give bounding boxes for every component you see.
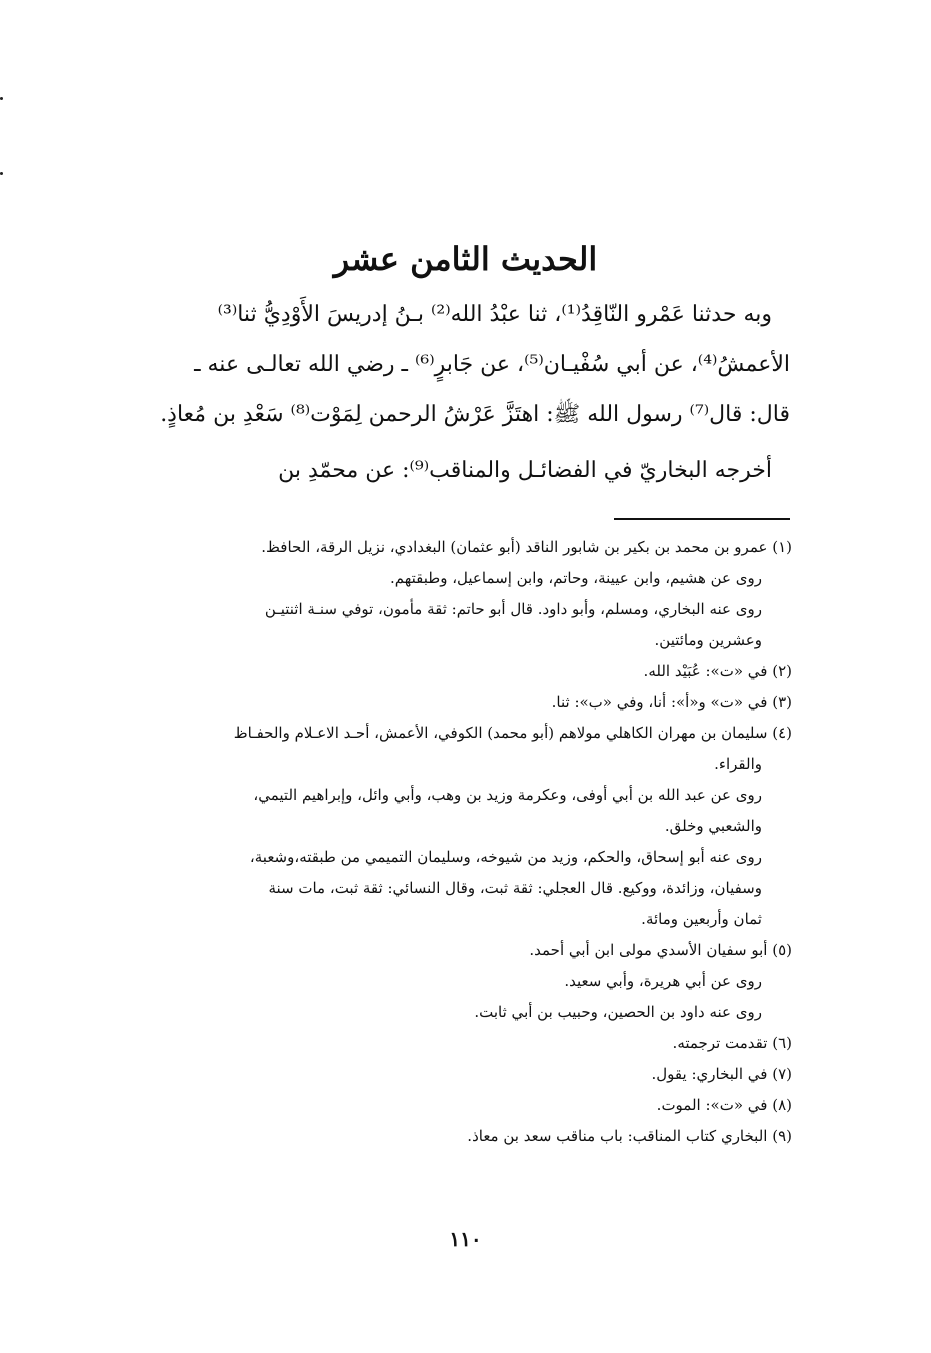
- footnote-separator: [614, 518, 790, 520]
- footnote-2: (٢) في «ت»: عُبَيْد الله.: [643, 662, 792, 680]
- page-number: ١١٠: [449, 1227, 482, 1251]
- footnote-4-line: وسفيان، وزائدة، ووكيع. قال العجلي: ثقة ثبت، وقال النسائي: ثقة ثبت، مات سنة: [268, 879, 762, 897]
- footnotes: [96, 532, 792, 1152]
- footnote-4-line: روى عن عبد الله بن أبي أوفى، وعكرمة وزيد بن وهب، وأبي وائل، وإبراهيم التيمي،: [253, 786, 762, 804]
- footnote-1-line: روى عنه البخاري، ومسلم، وأبو داود. قال أبو حاتم: ثقة مأمون، توفي سنـة اثنتيـن: [264, 600, 762, 618]
- footnote-1-line: روى عن هشيم، وابن عيينة، وحاتم، وابن إسماعيل، وطبقتهم.: [389, 569, 762, 587]
- footnote-8: (٨) في «ت»: الموت.: [656, 1096, 792, 1114]
- body-line-text: أخرجه البخاريّ في الفضائـل والمناقب⁽⁹⁾: عن محمّدِ بن: [278, 458, 772, 483]
- footnote-5-line: روى عن أبي هريرة، وأبي سعيد.: [564, 972, 762, 990]
- body-line-text: وبه حدثنا عَمْرو النّاقِدُ⁽¹⁾، ثنا عبْدُ الله⁽²⁾ بـنُ إدريسَ الأَوْدِيُّ ثنا⁽³⁾: [217, 302, 772, 327]
- footnote-4-line: ثمان وأربعين ومائة.: [641, 910, 762, 928]
- body-line: الأعمشُ⁽⁴⁾، عن أبي سُفْيـان⁽⁵⁾، عن جَابرٍ⁽⁶⁾ ـ رضي الله تعالـى عنه ـ: [194, 352, 790, 377]
- footnote-9: (٩) البخاري كتاب المناقب: باب مناقب سعد بن معاذ.: [467, 1127, 792, 1145]
- scan-edge-mark: [0, 172, 3, 175]
- footnote-4-line: والشعبي وخلق.: [664, 817, 762, 835]
- scan-edge-mark: [0, 97, 3, 100]
- body-line: قال: قال⁽⁷⁾ رسول الله ﷺ: اهتَزَّ عَرْشُ الرحمن لِمَوْت⁽⁸⁾ سَعْدِ بن مُعاذٍ.: [160, 402, 790, 427]
- footnote-4-line: روى عنه أبو إسحاق، والحكم، وزيد من شيوخه، وسليمان التميمي من طبقته،وشعبة،: [249, 848, 762, 866]
- footnote-4-line: والقراء.: [714, 755, 762, 773]
- footnote-7: (٧) في البخاري: يقول.: [651, 1065, 792, 1083]
- body-line: [104, 446, 790, 496]
- hadith-title: الحديث الثامن عشر: [333, 240, 598, 279]
- footnote-1-line: وعشرين ومائتين.: [654, 631, 762, 649]
- footnote-5-line: روى عنه داود بن الحصين، وحبيب بن أبي ثابت.: [474, 1003, 762, 1021]
- footnote-5: (٥) أبو سفيان الأسدي مولى ابن أبي أحمد.: [529, 941, 792, 959]
- footnote-4: (٤) سليمان بن مهران الكاهلي مولاهم (أبو محمد) الكوفي، الأعمش، أحـد الاعـلام والحفـاظ: [233, 724, 792, 742]
- footnote-6: (٦) تقدمت ترجمته.: [672, 1034, 792, 1052]
- footnote-3: (٣) في «ت» و«أ»: أنا، وفي «ب»: ثنا.: [551, 693, 792, 711]
- hadith-body: [104, 290, 790, 496]
- body-line: [104, 290, 790, 340]
- footnote-1: (١) عمرو بن محمد بن بكير بن شابور الناقد (أبو عثمان) البغدادي، نزيل الرقة، الحافظ.: [261, 538, 792, 556]
